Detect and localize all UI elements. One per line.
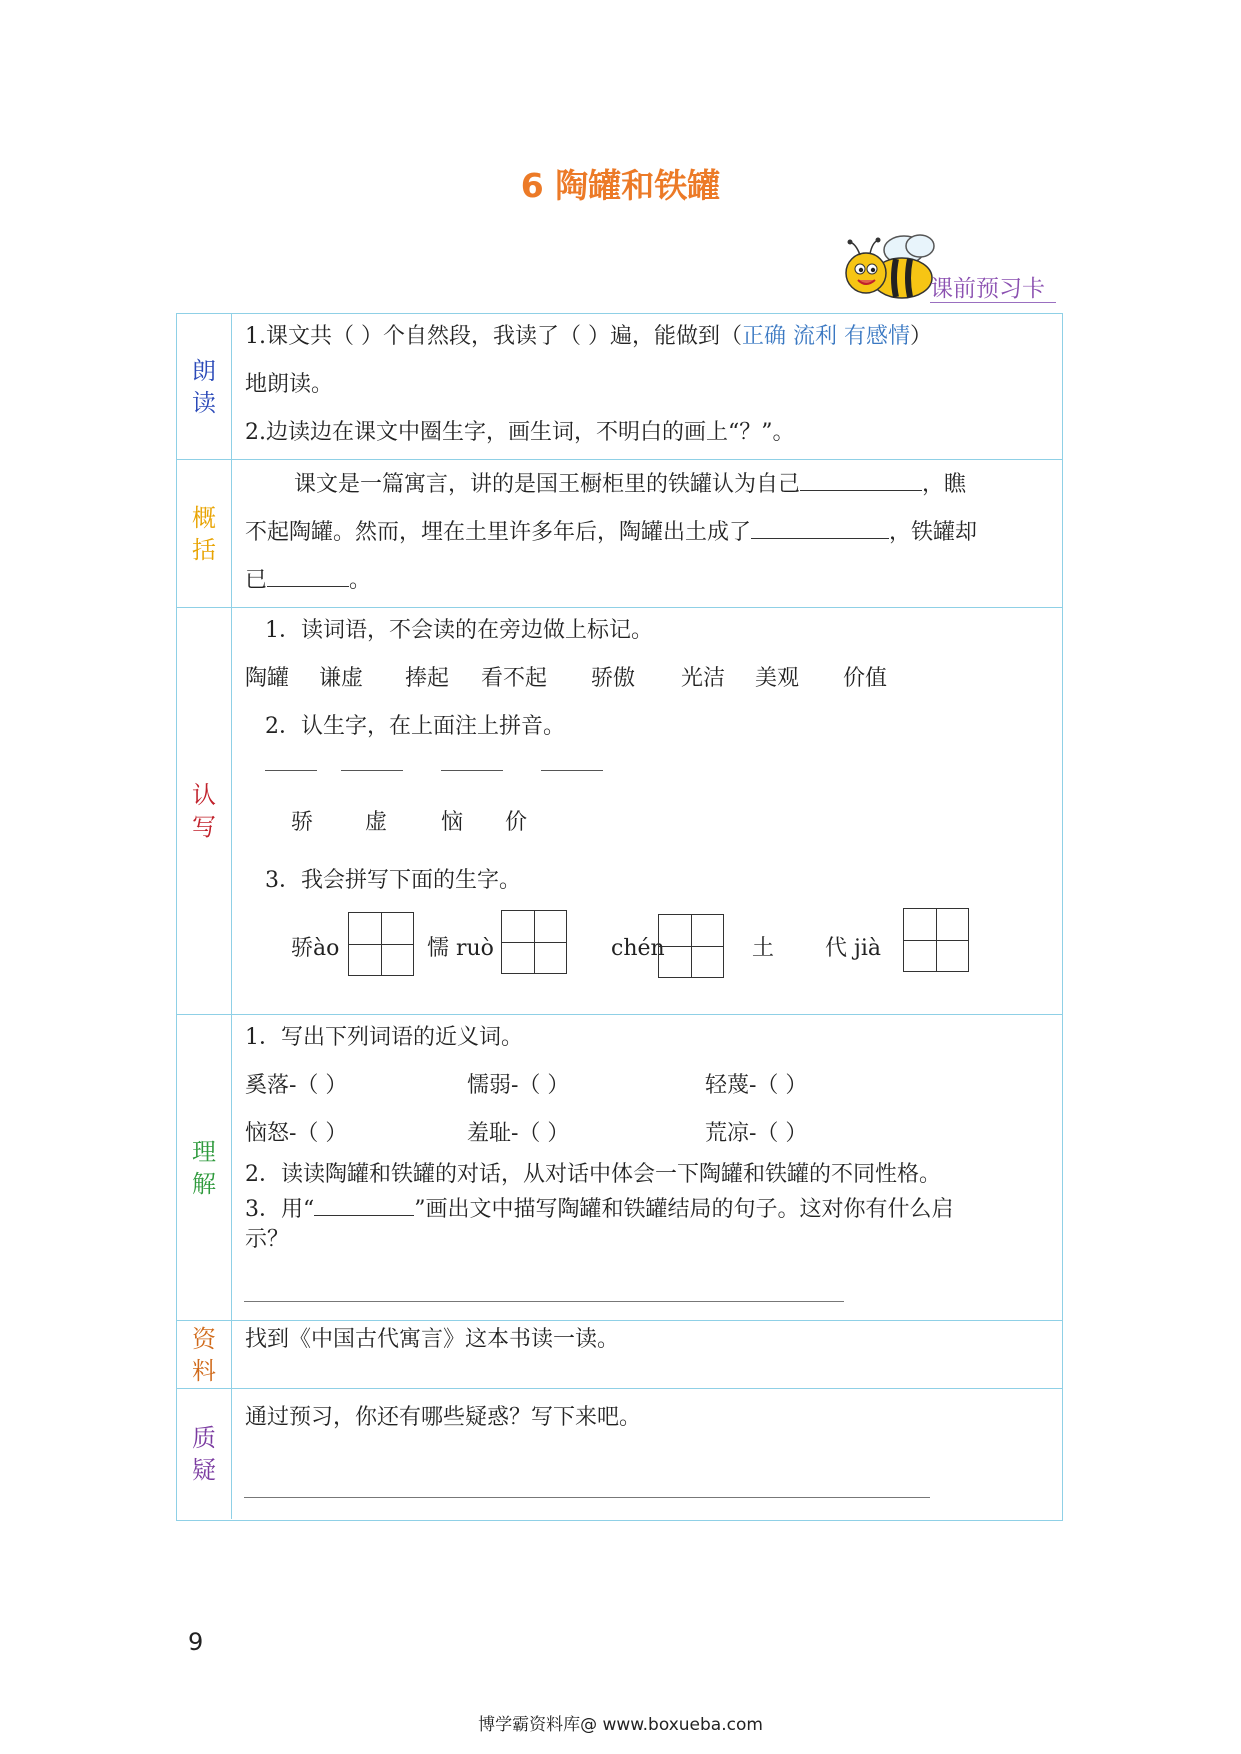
synonym-item: 轻蔑-（ ） xyxy=(705,1073,808,1098)
lijie-q3-cont: 示？ xyxy=(245,1227,290,1252)
fill-blank[interactable] xyxy=(800,468,922,491)
char: 骄 xyxy=(291,810,314,835)
pinyin-blank[interactable] xyxy=(541,770,603,771)
footer-watermark: 博学霸资料库@ www.boxueba.com xyxy=(478,1715,763,1735)
langdu-line-2: 地朗读。 xyxy=(245,372,334,397)
section-label: 理 解 xyxy=(177,1015,232,1320)
word: 捧起 xyxy=(405,666,450,691)
section-zhiyi xyxy=(177,1389,1062,1519)
renxie-q3: 3．我会拼写下面的生字。 xyxy=(265,868,521,893)
tianzige-box[interactable] xyxy=(501,910,567,974)
word: 骄傲 xyxy=(591,666,636,691)
renxie-q1: 1．读词语，不会读的在旁边做上标记。 xyxy=(265,618,653,643)
section-label: 认 写 xyxy=(177,608,232,1014)
lijie-q3: 3．用“ ”画出文中描写陶罐和铁罐结局的句子。这对你有什么启 xyxy=(245,1193,954,1225)
synonym-item: 懦弱-（ ） xyxy=(467,1073,570,1098)
synonym-item: 荒凉-（ ） xyxy=(705,1121,808,1146)
pinyin-prompt: chén xyxy=(611,936,665,961)
preview-card-badge: 课前预习卡 xyxy=(930,276,1045,302)
lijie-q2: 2．读读陶罐和铁罐的对话，从对话中体会一下陶罐和铁罐的不同性格。 xyxy=(245,1162,941,1187)
char: 恼 xyxy=(441,810,464,835)
answer-line[interactable] xyxy=(244,1497,930,1498)
worksheet-table xyxy=(176,313,1063,1521)
synonym-item: 恼怒-（ ） xyxy=(245,1121,348,1146)
synonym-item: 奚落-（ ） xyxy=(245,1073,348,1098)
pinyin-blank[interactable] xyxy=(341,770,403,771)
tianzige-box[interactable] xyxy=(348,912,414,976)
pinyin-blank[interactable] xyxy=(265,770,317,771)
section-gaikuo xyxy=(177,460,1062,608)
pinyin-blank[interactable] xyxy=(441,770,503,771)
char: 价 xyxy=(505,810,528,835)
char: 虚 xyxy=(365,810,388,835)
page-number: 9 xyxy=(188,1628,204,1656)
fill-blank[interactable] xyxy=(267,564,349,587)
word: 陶罐 xyxy=(245,666,290,691)
pinyin-prompt: 土 xyxy=(752,936,775,961)
section-label: 质 疑 xyxy=(177,1389,232,1519)
fill-blank[interactable] xyxy=(751,516,889,539)
synonym-item: 羞耻-（ ） xyxy=(467,1121,570,1146)
section-ziliao xyxy=(177,1321,1062,1389)
page-title: 6 陶罐和铁罐 xyxy=(520,166,721,205)
renxie-q2: 2．认生字，在上面注上拼音。 xyxy=(265,714,565,739)
section-renxie xyxy=(177,608,1062,1015)
word: 价值 xyxy=(843,666,888,691)
pinyin-prompt: 代 jià xyxy=(825,936,881,961)
gaikuo-line-3: 已 。 xyxy=(245,564,371,596)
section-label: 概 括 xyxy=(177,460,232,607)
pinyin-prompt: 骄ào xyxy=(291,936,340,961)
gaikuo-line-1: 课文是一篇寓言，讲的是国王橱柜里的铁罐认为自己 ，瞧 xyxy=(294,468,966,500)
section-lijie xyxy=(177,1015,1062,1321)
word: 光洁 xyxy=(681,666,726,691)
ziliao-text: 找到《中国古代寓言》这本书读一读。 xyxy=(245,1327,620,1352)
section-langdu xyxy=(177,314,1062,460)
section-label: 朗 读 xyxy=(177,314,232,459)
answer-line[interactable] xyxy=(244,1301,844,1302)
word: 谦虚 xyxy=(319,666,364,691)
pinyin-prompt: 懦 ruò xyxy=(427,936,494,961)
zhiyi-text: 通过预习，你还有哪些疑惑？写下来吧。 xyxy=(245,1405,642,1430)
word: 美观 xyxy=(755,666,800,691)
tianzige-box[interactable] xyxy=(658,914,724,978)
fill-blank[interactable] xyxy=(314,1193,414,1216)
gaikuo-line-2: 不起陶罐。然而，埋在土里许多年后，陶罐出土成了 ，铁罐却 xyxy=(245,516,977,548)
langdu-line-1: 1.课文共（ ）个自然段，我读了（ ）遍，能做到（正确 流利 有感情） xyxy=(245,324,932,349)
langdu-line-3: 2.边读边在课文中圈生字，画生词，不明白的画上“？”。 xyxy=(245,420,795,445)
word: 看不起 xyxy=(481,666,548,691)
section-label: 资 料 xyxy=(177,1321,232,1388)
tianzige-box[interactable] xyxy=(903,908,969,972)
badge-underline xyxy=(930,302,1056,303)
lijie-q1: 1．写出下列词语的近义词。 xyxy=(245,1025,523,1050)
